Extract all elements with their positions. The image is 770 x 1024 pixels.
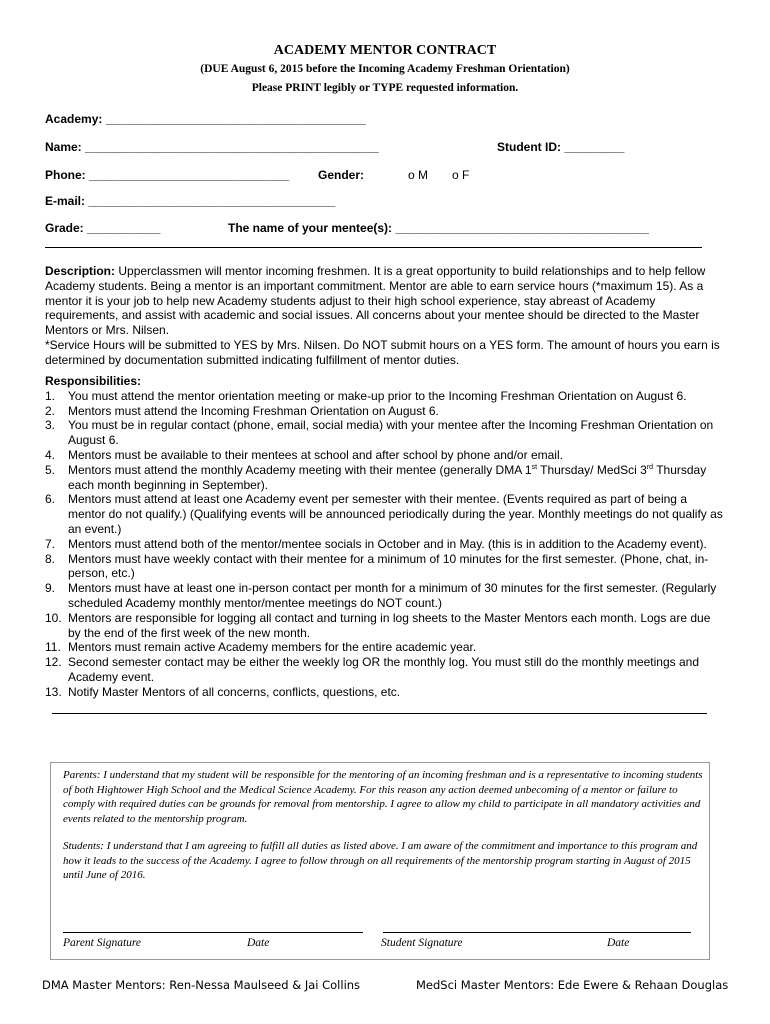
list-item [45,685,725,700]
mentee-name-field[interactable]: The name of your mentee(s): ______________________________________ [228,221,649,235]
description-paragraph [45,264,725,338]
description-text: Upperclassmen will mentor incoming freshmen. It is a great opportunity to build relationships and to help fellow Academy students. Being a mentor is an important commitment. Mentor are able to earn service hours (*maximum 15). As a mentor it is your job to help new Academy students adjust to their high school experience, stay abreast of Academy requirements, and assist with academic and social issues. All concerns about your mentee should be directed to the Master Mentors or Mrs. Nilsen. [45,264,706,338]
list-number: 12. [45,655,62,670]
list-text-c: Thursday each month beginning in September). [68,462,707,492]
dma-master-mentors: DMA Master Mentors: Ren-Nessa Maulseed & Jai Collins [42,978,361,992]
list-text: Notify Master Mentors of all concerns, conflicts, questions, etc. [68,684,401,699]
service-hours-note: *Service Hours will be submitted to YES by Mrs. Nilsen. Do NOT submit hours on a YES form. The amount of hours you earn is determined by documentation submitted indicating fulfillment of mentor duties. [45,337,720,367]
print-instructions: Please PRINT legibly or TYPE requested information. [251,82,519,94]
list-item [45,552,725,582]
list-item [45,537,725,552]
list-text: Mentors must attend at least one Academy event per semester with their mentee. (Events required as part of being a mentor do not qualify.) (Qualifying events will be announced periodically during the year. Monthly meetings do not qualify as an event.) [68,492,723,536]
list-number: 8. [45,551,56,566]
list-text: You must attend the mentor orientation meeting or make-up prior to the Incoming Freshman Orientation on August 6. [68,388,687,403]
list-number: 11. [45,640,61,655]
list-item [45,581,725,611]
mentee-continuation-line[interactable] [45,247,702,248]
parent-signature-label: Parent Signature [63,937,142,949]
list-number: 2. [45,403,56,418]
student-date-label: Date [607,937,630,949]
list-text: Mentors must have weekly contact with their mentee for a minimum of 10 minutes for the first semester. (Phone, chat, in-person, etc.) [68,551,709,581]
parent-date-label: Date [247,937,270,949]
superscript-rd: rd [646,463,654,471]
list-text: Second semester contact may be either the weekly log OR the monthly log. You must still do the monthly meetings and Academy event. [68,655,700,684]
description-label: Description: [45,264,116,278]
section-divider [52,713,707,714]
responsibilities-list [45,389,725,700]
list-text: Mentors must remain active Academy members for the entire academic year. [68,640,477,655]
responsibilities-section [45,374,725,700]
list-number: 3. [45,418,56,433]
medsci-master-mentors: MedSci Master Mentors: Ede Ewere & Rehaan Douglas [416,978,729,992]
list-item [45,492,725,536]
gender-option-female[interactable]: o F [452,168,470,182]
list-item [45,640,725,655]
list-number: 4. [45,447,56,462]
list-number: 5. [45,462,56,477]
list-item [45,418,725,448]
superscript-st: st [531,463,538,471]
list-item [45,404,725,419]
list-text: You must be in regular contact (phone, email, social media) with your mentee after the Incoming Freshman Orientation on August 6. [68,418,714,448]
description-section [45,264,725,368]
list-number: 9. [45,581,56,596]
list-number: 13. [45,684,62,699]
list-text: Mentors must attend the Incoming Freshman Orientation on August 6. [68,403,439,418]
email-field[interactable]: E-mail: _____________________________________ [45,194,336,208]
list-item [45,389,725,404]
list-item [45,463,725,493]
gender-option-male[interactable]: o M [408,168,429,182]
list-number: 7. [45,536,56,551]
list-text-b: Thursday/ MedSci 3 [537,462,647,477]
student-id-field[interactable]: Student ID: _________ [497,140,625,154]
page-title: ACADEMY MENTOR CONTRACT [273,43,497,58]
parent-signature-line[interactable] [63,932,363,933]
phone-field[interactable]: Phone: ______________________________ [45,168,290,182]
list-text-a: Mentors must attend the monthly Academy meeting with their mentee (generally DMA 1 [68,462,532,477]
list-number: 6. [45,492,56,507]
gender-label: Gender: [318,168,365,182]
student-signature-label: Student Signature [381,937,463,949]
list-text: Mentors must be available to their mentees at school and after school by phone and/or email. [68,447,563,462]
list-text: Mentors must attend both of the mentor/mentee socials in October and in May. (this is in addition to the Academy event). [68,536,707,551]
students-statement: Students: I understand that I am agreeing to fulfill all duties as listed above. I am aware of the commitment and importance to this program and how it leads to the success of the Academy. I agree to follow through on all requirements of the mentorship program starting in August of 2015 until June of 2016. [63,840,698,881]
list-item [45,655,725,685]
list-number: 1. [45,388,56,403]
list-item [45,448,725,463]
list-number: 10. [45,610,62,625]
list-text: Mentors are responsible for logging all contact and turning in log sheets to the Master Mentors each month. Logs are due by the end of the first week of the new month. [68,610,711,640]
agreement-box [50,762,710,960]
responsibilities-label: Responsibilities: [45,374,142,388]
student-signature-line[interactable] [383,932,691,933]
list-text: Mentors must have at least one in-person contact per month for a minimum of 30 minutes for the first semester. (Regularly scheduled Academy monthly mentor/mentee meetings do NOT count.) [68,581,717,610]
name-field[interactable]: Name: ____________________________________________ [45,140,379,154]
list-item [45,611,725,641]
academy-field[interactable]: Academy: _______________________________________ [45,112,366,126]
grade-field[interactable]: Grade: ___________ [45,221,161,235]
due-date-subtitle: (DUE August 6, 2015 before the Incoming Academy Freshman Orientation) [200,63,570,75]
parents-statement: Parents: I understand that my student will be responsible for the mentoring of an incoming freshman and is a representative to incoming students of both Hightower High School and the Medical Science Academy. For this reason any action deemed unbecoming of a mentor or failure to comply with required duties can be grounds for removal from mentorship. I agree to allow my child to participate in all mandatory activities and events related to the mentorship program. [63,769,703,825]
